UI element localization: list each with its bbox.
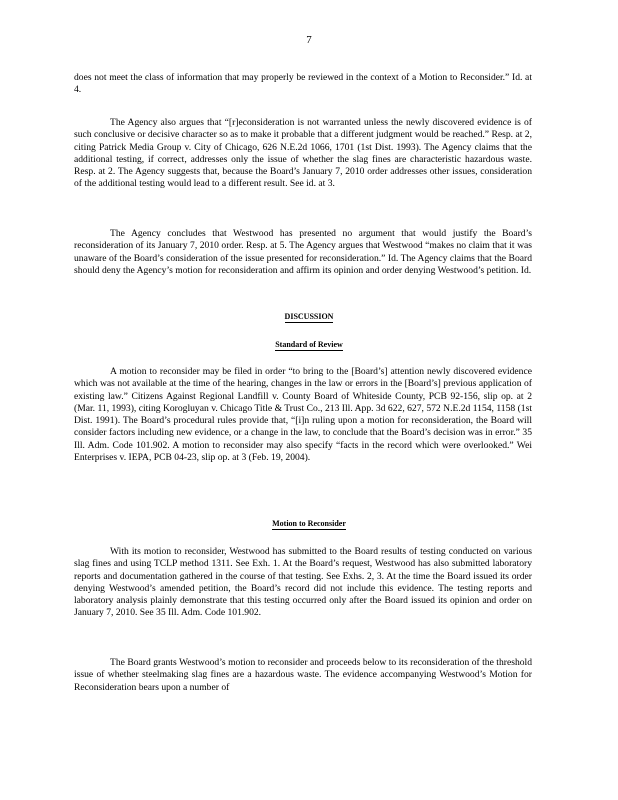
heading-discussion <box>0 312 618 321</box>
heading-text: DISCUSSION <box>284 312 334 321</box>
paragraph-motion-to-reconsider <box>74 546 532 620</box>
paragraph-agency-concludes <box>74 228 532 277</box>
heading-text: Standard of Review <box>275 340 343 349</box>
paragraph-text: A motion to reconsider may be filed in order “to bring to the [Board’s] attention newly discovered evidence which was not available at the time of the hearing, changes in the law or errors in the [Board’s] previous application of existing law.” Citizens Against Regional Landfill v. County Board of Whiteside County, PCB 92-156, slip op. at 2 (Mar. 11, 1993), citing Korogluyan v. Chicago Title & Trust Co., 213 Ill. App. 3d 622, 627, 572 N.E.2d 1154, 1158 (1st Dist. 1991). The Board’s procedural rules provide that, “[i]n ruling upon a motion for reconsideration, the Board will consider factors including new evidence, or a change in the law, to conclude that the Board’s decision was in error.” 35 Ill. Adm. Code 101.902. A motion to reconsider may also specify “facts in the record which were overlooked.” Wei Enterprises v. IEPA, PCB 04-23, slip op. at 3 (Feb. 19, 2004). <box>74 366 532 464</box>
paragraph-text: The Agency concludes that Westwood has presented no argument that would justify the Board’s reconsideration of its January 7, 2010 order. Resp. at 5. The Agency argues that Westwood “makes no claim that it was unaware of the Board’s consideration of the issue presented for reconsideration.” Id. The Agency claims that the Board should deny the Agency’s motion for reconsideration and affirm its opinion and order denying Westwood’s petition. Id. <box>74 228 532 276</box>
paragraph-text: With its motion to reconsider, Westwood has submitted to the Board results of testing conducted on various slag fines and using TCLP method 1311. See Exh. 1. At the Board’s request, Westwood has also submitted laboratory reports and documentation gathered in the course of that testing. See Exhs. 2, 3. At the time the Board issued its order denying Westwood’s amended petition, the Board’s record did not include this evidence. The testing reports and laboratory analysis plainly demonstrate that this testing occurred only after the Board issued its opinion and order on January 7, 2010. See 35 Ill. Adm. Code 101.902. <box>74 546 532 619</box>
paragraph-text: The Agency also argues that “[r]econsideration is not warranted unless the newly discovered evidence is of such conclusive or decisive character so as to make it probable that a different judgment would be reached.” Resp. at 2, citing Patrick Media Group v. City of Chicago, 626 N.E.2d 1066, 1701 (1st Dist. 1993). The Agency claims that the additional testing, if correct, addresses only the issue of whether the slag fines are characteristic hazardous waste. Resp. at 2. The Agency suggests that, because the Board’s January 7, 2010 order addresses other issues, consideration of the additional testing would lead to a different result. See id. at 3. <box>74 117 532 190</box>
paragraph-text: does not meet the class of information that may properly be reviewed in the context of a Motion to Reconsider.” Id. at 4. <box>74 72 532 96</box>
page-number: 7 <box>306 34 312 46</box>
heading-text: Motion to Reconsider <box>272 519 346 528</box>
paragraph-agency-argues <box>74 117 532 191</box>
heading-motion-to-reconsider <box>0 519 618 528</box>
paragraph-standard-of-review <box>74 366 532 464</box>
paragraph-continuation <box>74 72 532 97</box>
heading-standard-of-review <box>0 340 618 349</box>
paragraph-board-grants <box>74 657 532 694</box>
paragraph-text: The Board grants Westwood’s motion to reconsider and proceeds below to its reconsideration of the threshold issue of whether steelmaking slag fines are a hazardous waste. The evidence accompanying Westwood’s Motion for Reconsideration bears upon a number of <box>74 657 532 693</box>
